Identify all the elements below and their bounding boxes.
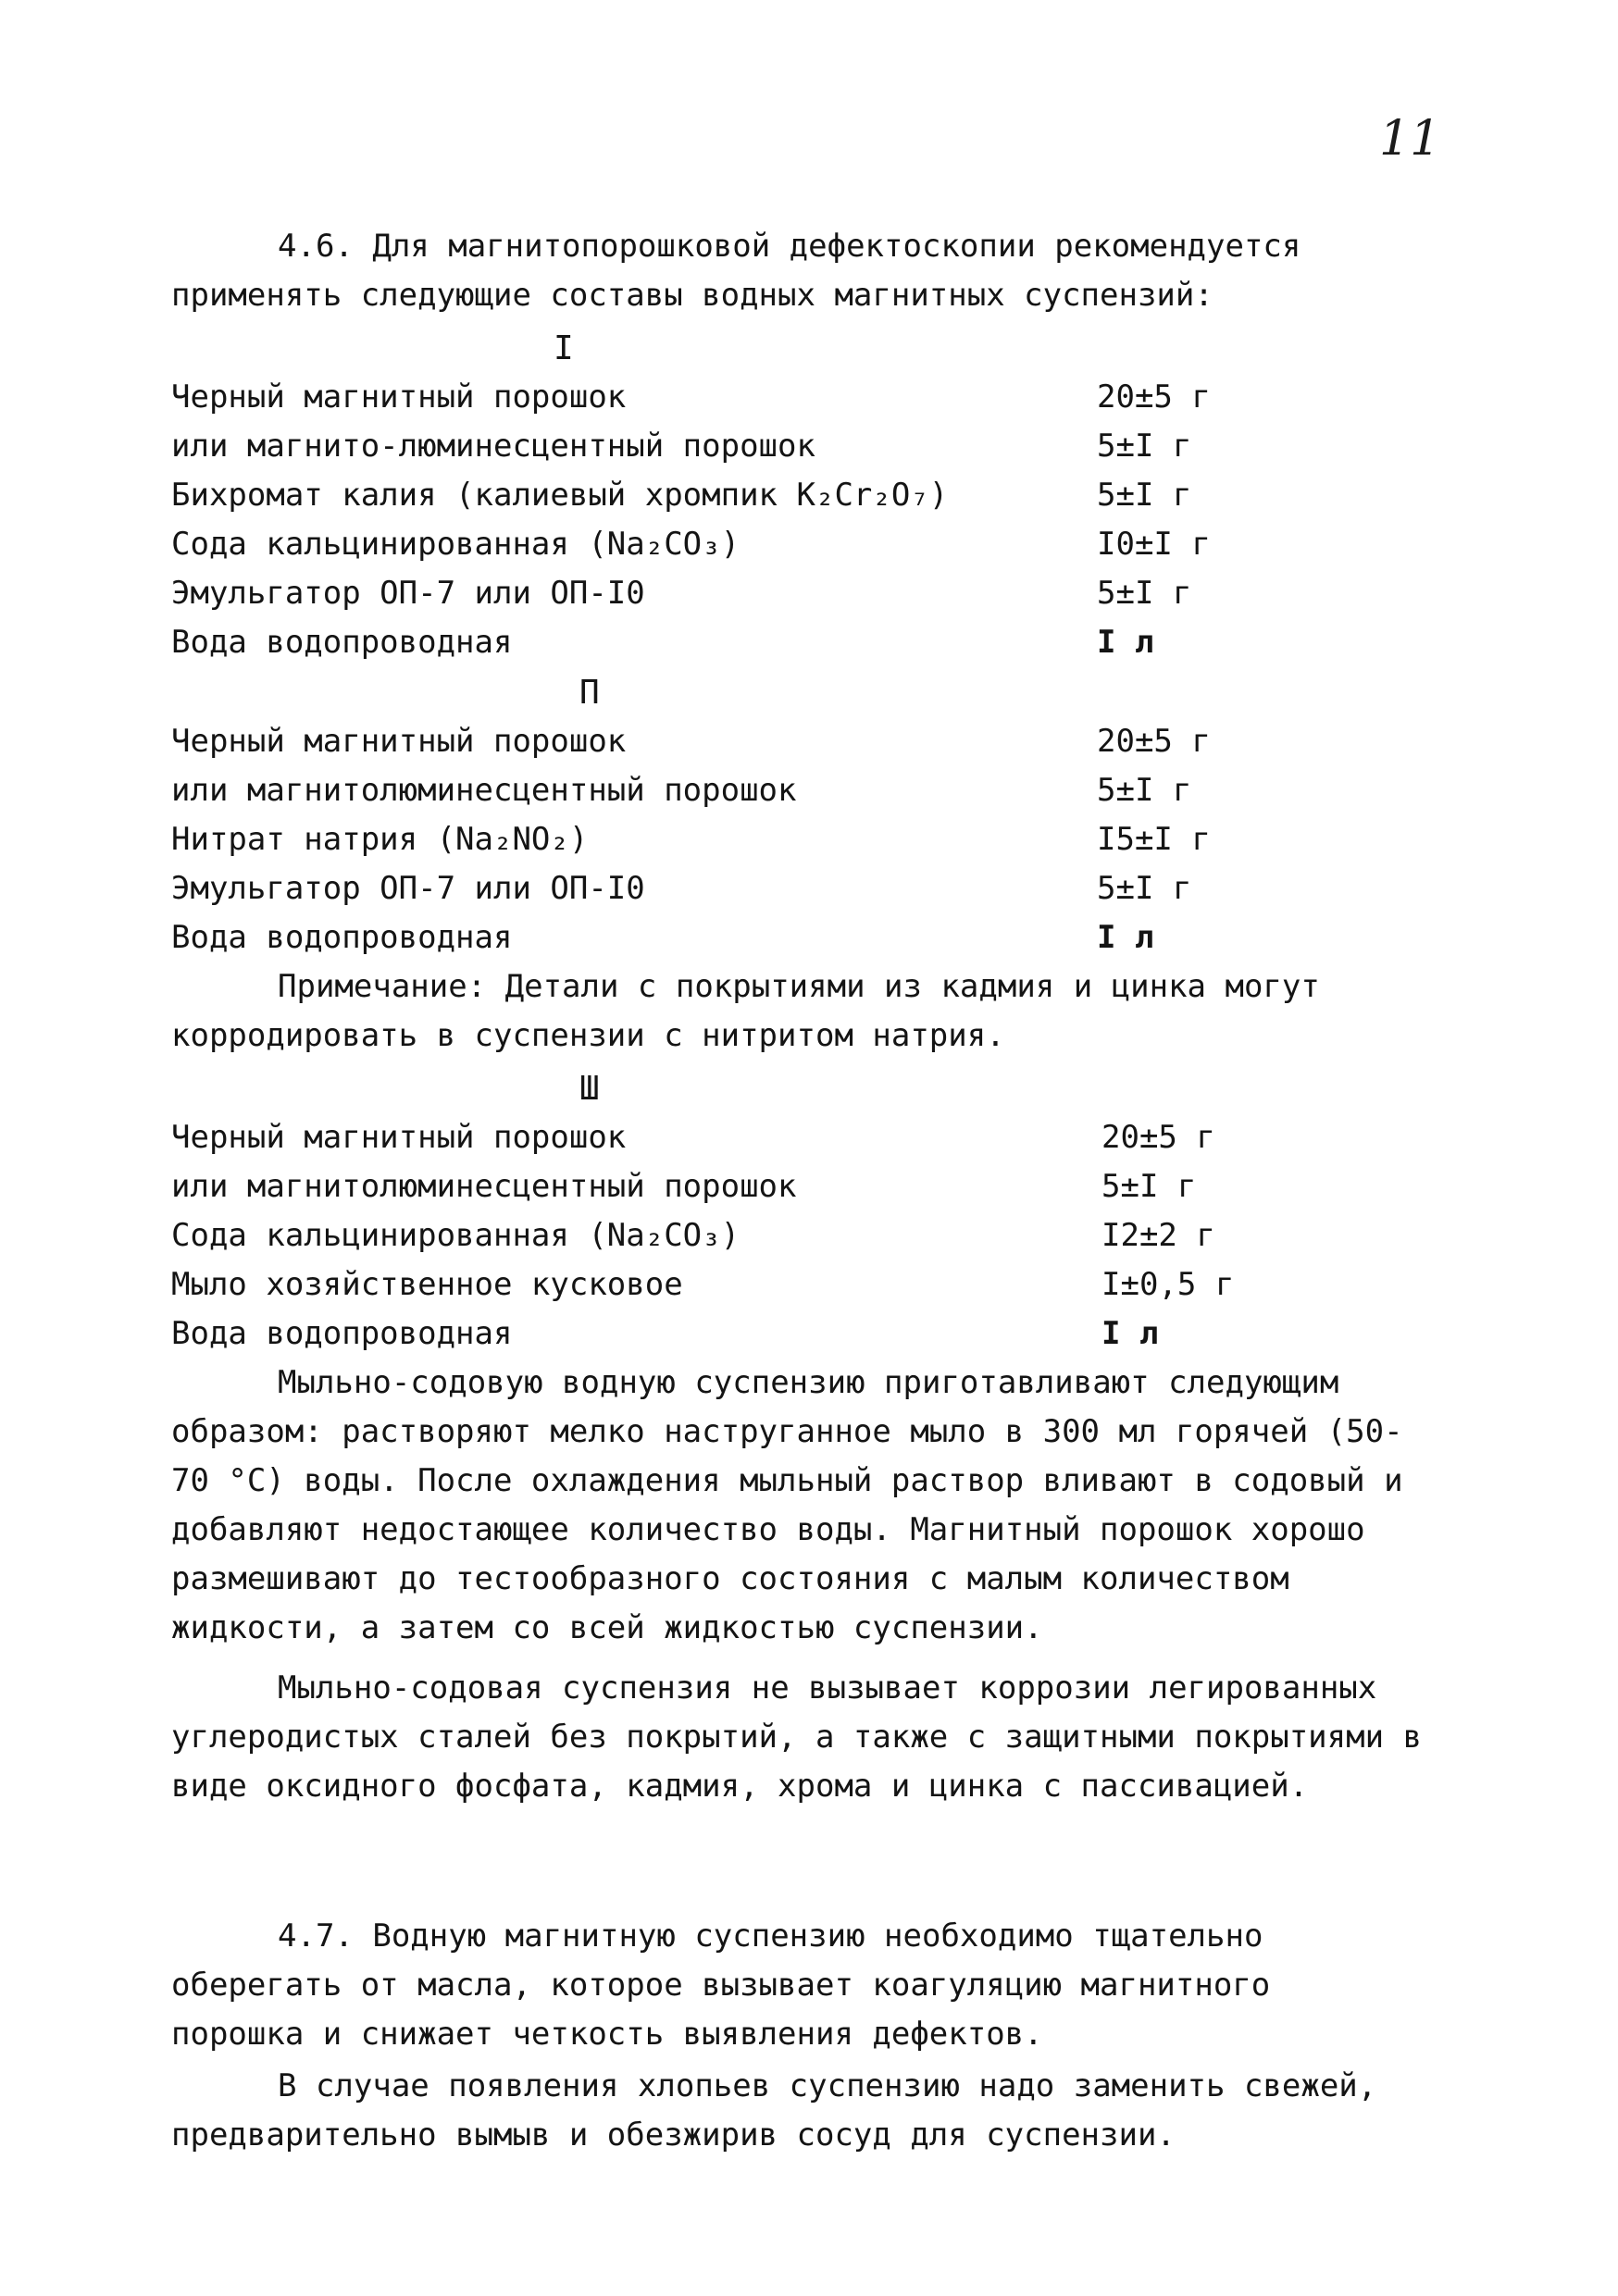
note-paragraph: Примечание: Детали с покрытиями из кадмия и цинка могут корродировать в суспензии с нитритом натрия. — [171, 968, 1339, 1054]
ingredient-name: Сода кальцинированная (Na₂CO₃) — [171, 526, 741, 563]
ingredient-amount: 5±I г — [1097, 575, 1192, 612]
ingredient-amount: 5±I г — [1097, 772, 1192, 809]
table-row — [171, 569, 1282, 618]
table-row — [171, 422, 1282, 471]
ingredient-amount: 5±I г — [1097, 477, 1192, 514]
ingredient-amount: I5±I г — [1097, 821, 1211, 858]
section-4-7-paragraph-2: В случае появления хлопьев суспензию надо заменить свежей, предварительно вымыв и обезжирив сосуд для суспензии. — [171, 2067, 1396, 2153]
table-row — [171, 1260, 1282, 1309]
ingredient-name: Мыло хозяйственное кусковое — [171, 1266, 683, 1303]
table-row — [171, 815, 1282, 864]
ingredient-amount: I л — [1101, 1315, 1159, 1352]
ingredient-name: или магнитолюминесцентный порошок — [171, 1168, 797, 1205]
ingredient-name: Эмульгатор ОП-7 или ОП-I0 — [171, 870, 645, 907]
table-row — [171, 864, 1282, 913]
composition-3-heading: Ш — [579, 1070, 600, 1108]
ingredient-name: Вода водопроводная — [171, 624, 513, 661]
table-row — [171, 1309, 1282, 1359]
ingredient-amount: 20±5 г — [1097, 723, 1211, 760]
ingredient-name: Вода водопроводная — [171, 1315, 513, 1352]
ingredient-amount: I л — [1097, 919, 1154, 956]
ingredient-amount: I±0,5 г — [1101, 1266, 1235, 1303]
ingredient-amount: I2±2 г — [1101, 1217, 1215, 1254]
table-row — [171, 471, 1282, 520]
ingredient-name: Сода кальцинированная (Na₂CO₃) — [171, 1217, 741, 1254]
ingredient-name: Черный магнитный порошок — [171, 379, 627, 416]
ingredient-amount: 20±5 г — [1097, 379, 1211, 416]
ingredient-name: Бихромат калия (калиевый хромпик K₂Cr₂O₇) — [171, 477, 949, 514]
ingredient-amount: I0±I г — [1097, 526, 1211, 563]
ingredient-name: Нитрат натрия (Na₂NO₂) — [171, 821, 589, 858]
ingredient-name: Черный магнитный порошок — [171, 1119, 627, 1156]
ingredient-name: или магнитолюминесцентный порошок — [171, 772, 797, 809]
ingredient-amount: 5±I г — [1097, 428, 1192, 465]
table-row — [171, 1113, 1282, 1162]
ingredient-name: или магнито-люминесцентный порошок — [171, 428, 815, 465]
table-row — [171, 1162, 1282, 1211]
ingredient-amount: I л — [1097, 624, 1154, 661]
section-4-7-paragraph-1: 4.7. Водную магнитную суспензию необходимо тщательно оберегать от масла, которое вызывает коагуляцию магнитного порошка и снижает четкость выявления дефектов. — [171, 1917, 1289, 2053]
table-row — [171, 766, 1282, 815]
corrosion-paragraph: Мыльно-содовая суспензия не вызывает коррозии легированных углеродистых сталей без покрытий, а также с защитными покрытиями в виде оксидного фосфата, кадмия, хрома и цинка с пассивацией. — [171, 1669, 1441, 1805]
ingredient-name: Черный магнитный порошок — [171, 723, 627, 760]
table-row — [171, 1211, 1282, 1260]
table-row — [171, 618, 1282, 667]
ingredient-amount: 5±I г — [1097, 870, 1192, 907]
ingredient-amount: 5±I г — [1101, 1168, 1197, 1205]
table-row — [171, 913, 1282, 962]
composition-1-heading: I — [554, 329, 574, 367]
table-row — [171, 520, 1282, 569]
ingredient-amount: 20±5 г — [1101, 1119, 1215, 1156]
soap-suspension-paragraph: Мыльно-содовую водную суспензию приготавливают следующим образом: растворяют мелко наструганное мыло в 300 мл горячей (50-70 °С) воды. После охлаждения мыльный раствор вливают в содовый и добавляют недостающее количество воды. Магнитный порошок хорошо размешивают до тестообразного состояния с малым количеством жидкости, а затем со всей жидкостью суспензии. — [171, 1364, 1423, 1646]
ingredient-name: Эмульгатор ОП-7 или ОП-I0 — [171, 575, 645, 612]
table-row — [171, 373, 1282, 422]
ingredient-name: Вода водопроводная — [171, 919, 513, 956]
table-row — [171, 717, 1282, 766]
composition-2-heading: П — [579, 674, 600, 712]
section-4-6-intro: 4.6. Для магнитопорошковой дефектоскопии рекомендуется применять следующие составы водных магнитных суспензий: — [171, 228, 1320, 314]
page-number: 11 — [1379, 111, 1441, 167]
